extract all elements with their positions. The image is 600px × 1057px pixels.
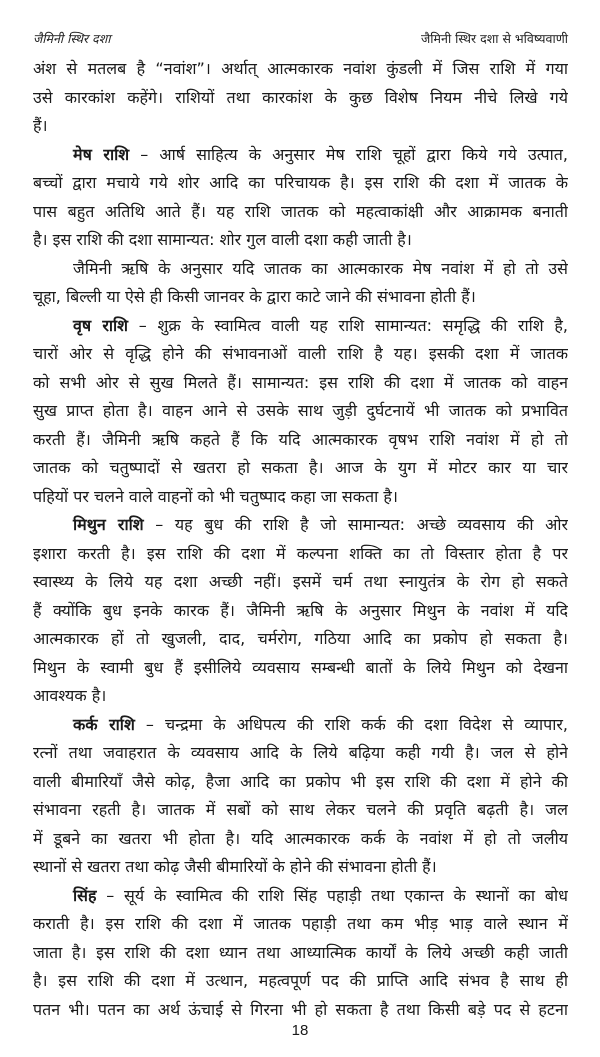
line-text: अंश से मतलब है “नवांश”। अर्थात् आत्मकारक नवांश कुंडली में जिस राशि में गया — [33, 59, 568, 78]
line-text: बच्चों द्वारा मचाये गये शोर आदि का परिचायक है। इस राशि की दशा में जातक के — [33, 173, 568, 192]
text-line — [33, 483, 568, 512]
line-text: में डूबने का खतरा भी होता है। यदि आत्मकारक कर्क के नवांश में हो तो जलीय — [33, 828, 568, 848]
section-heading: कर्क राशि — [73, 714, 135, 734]
text-line — [33, 568, 568, 597]
text-line — [33, 226, 568, 255]
line-text: कराती है। इस राशि की दशा में जातक पहाड़ी तथा कम भीड़ भाड़ वाले स्थान में — [33, 914, 568, 933]
section-heading: सिंह — [73, 885, 97, 905]
line-text: पहियों पर चलने वाले वाहनों को भी चतुष्पाद कहा जा सकता है। — [33, 486, 398, 506]
line-text: आत्मकारक हों तो खुजली, दाद, चर्मरोग, गठिया आदि का प्रकोप हो सकता है। — [33, 629, 568, 648]
line-text: – सूर्य के स्वामित्व की राशि सिंह पहाड़ी तथा एकान्त के स्थानों का बोध — [106, 885, 568, 905]
paragraph — [33, 882, 568, 1025]
text-line — [33, 84, 568, 113]
line-text: – यह बुध की राशि है जो सामान्यत: अच्छे व्यवसाय की ओर — [155, 515, 568, 534]
paragraph — [33, 255, 568, 312]
line-text: उसे कारकांश कहेंगे। राशियों तथा कारकांश के कुछ विशेष नियम नीचे लिखे गये — [33, 87, 568, 107]
text-line — [33, 996, 568, 1025]
line-text: आवश्यक है। — [33, 686, 107, 705]
line-text: चूहा, बिल्ली या ऐसे ही किसी जानवर के द्वारा काटे जाने की संभावना होती हैं। — [33, 287, 476, 306]
line-text: – चन्द्रमा के अधिपत्य की राशि कर्क की दशा विदेश से व्यापार, — [145, 714, 568, 734]
text-line — [33, 654, 568, 683]
text-line — [33, 340, 568, 369]
line-text: सुख प्राप्त होता है। वाहन आने से उसके साथ जुड़ी दुर्घटनायें भी जातक को प्रभावित — [33, 401, 568, 420]
text-line — [33, 283, 568, 312]
line-text: स्थानों से खतरा तथा कोढ़ जैसी बीमारियों के होने की संभावना होती हैं। — [33, 857, 437, 876]
line-text: जैमिनी ऋषि के अनुसार यदि जातक का आत्मकारक मेष नवांश में हो तो उसे — [73, 258, 568, 278]
text-line — [33, 768, 568, 797]
line-text: है। इस राशि की दशा सामान्यत: शोर गुल वाली दशा कही जाती है। — [33, 230, 412, 249]
text-line — [33, 910, 568, 939]
text-line — [33, 597, 568, 626]
paragraph — [33, 55, 568, 141]
text-line — [33, 169, 568, 198]
text-line — [33, 511, 568, 540]
line-text: हैं क्योंकि बुध इनके कारक हैं। जैमिनी ऋषि के अनुसार मिथुन के नवांश में यदि — [33, 600, 568, 620]
line-text: जाता है। इस राशि की दशा ध्यान तथा आध्यात्मिक कार्यों के लिये अच्छी कही जाती — [33, 942, 568, 962]
line-text: इशारा करती है। इस राशि की दशा में कल्पना शक्ति का तो विस्तार होता है पर — [33, 543, 568, 563]
line-text: को सभी ओर से सुख मिलते हैं। सामान्यत: इस राशि की दशा में जातक को वाहन — [33, 372, 568, 392]
line-text: मिथुन के स्वामी बुध हैं इसीलिये व्यवसाय सम्बन्धी बातों के लिये मिथुन को देखना — [33, 657, 568, 677]
text-line — [33, 454, 568, 483]
text-line — [33, 369, 568, 398]
line-text: संभावना रहती है। जातक में सबों को साथ लेकर चलने की प्रवृति बढ़ती है। जल — [33, 800, 568, 819]
line-text: पास बहुत अतिथि आते हैं। यह राशि जातक को महत्वाकांक्षी और आक्रामक बनाती — [33, 201, 568, 221]
paragraph — [33, 711, 568, 882]
section-heading: मिथुन राशि — [73, 515, 144, 534]
text-line — [33, 882, 568, 911]
line-text: वाली बीमारियाँ जैसे कोढ़, हैजा आदि का प्रकोप भी इस राशि की दशा में होने की — [33, 771, 568, 791]
section-heading: मेष राशि — [73, 144, 130, 164]
text-line — [33, 397, 568, 426]
text-line — [33, 796, 568, 825]
text-line — [33, 198, 568, 227]
line-text: करती हैं। जैमिनी ऋषि कहते हैं कि यदि आत्मकारक वृषभ राशि नवांश में हो तो — [33, 429, 568, 449]
page-number: 18 — [291, 1022, 309, 1039]
text-line — [33, 141, 568, 170]
text-line — [33, 540, 568, 569]
line-text: – शुक्र के स्वामित्व वाली यह राशि सामान्यत: समृद्धि की राशि है, — [138, 315, 568, 335]
text-line — [33, 739, 568, 768]
text-line — [33, 312, 568, 341]
line-text: चारों ओर से वृद्धि होने की संभावनाओं वाली राशि है यह। इसकी दशा में जातक — [33, 344, 568, 363]
line-text: रत्नों तथा जवाहरात के व्यवसाय आदि के लिये बढ़िया कही गयी है। जल से होने — [33, 743, 568, 762]
text-line — [33, 853, 568, 882]
text-line — [33, 55, 568, 84]
line-text: जातक को चतुष्पादों से खतरा हो सकता है। आज के युग में मोटर कार या चार — [33, 458, 568, 477]
line-text: पतन भी। पतन का अर्थ ऊंचाई से गिरना भी हो सकता है तथा किसी बड़े पद से हटना — [33, 999, 568, 1019]
body-text — [33, 55, 568, 1024]
running-header-right: जैमिनी स्थिर दशा से भविष्यवाणी — [421, 31, 568, 46]
text-line — [33, 825, 568, 854]
text-line — [33, 967, 568, 996]
text-line — [33, 255, 568, 284]
text-line — [33, 112, 568, 141]
running-header-left: जैमिनी स्थिर दशा — [33, 31, 111, 46]
text-line — [33, 682, 568, 711]
paragraph — [33, 511, 568, 711]
paragraph — [33, 312, 568, 512]
line-text: – आर्ष साहित्य के अनुसार मेष राशि चूहों द्वारा किये गये उत्पात, — [140, 144, 568, 164]
text-line — [33, 711, 568, 740]
line-text: हैं। — [33, 116, 48, 135]
section-heading: वृष राशि — [73, 315, 129, 335]
paragraph — [33, 141, 568, 255]
text-line — [33, 939, 568, 968]
text-line — [33, 426, 568, 455]
line-text: है। इस राशि की दशा में उत्थान, महत्वपूर्ण पद की प्राप्ति आदि संभव है साथ ही — [33, 971, 568, 990]
text-line — [33, 625, 568, 654]
line-text: स्वास्थ्य के लिये यह दशा अच्छी नहीं। इसमें चर्म तथा स्नायुतंत्र के रोग हो सकते — [33, 572, 568, 591]
